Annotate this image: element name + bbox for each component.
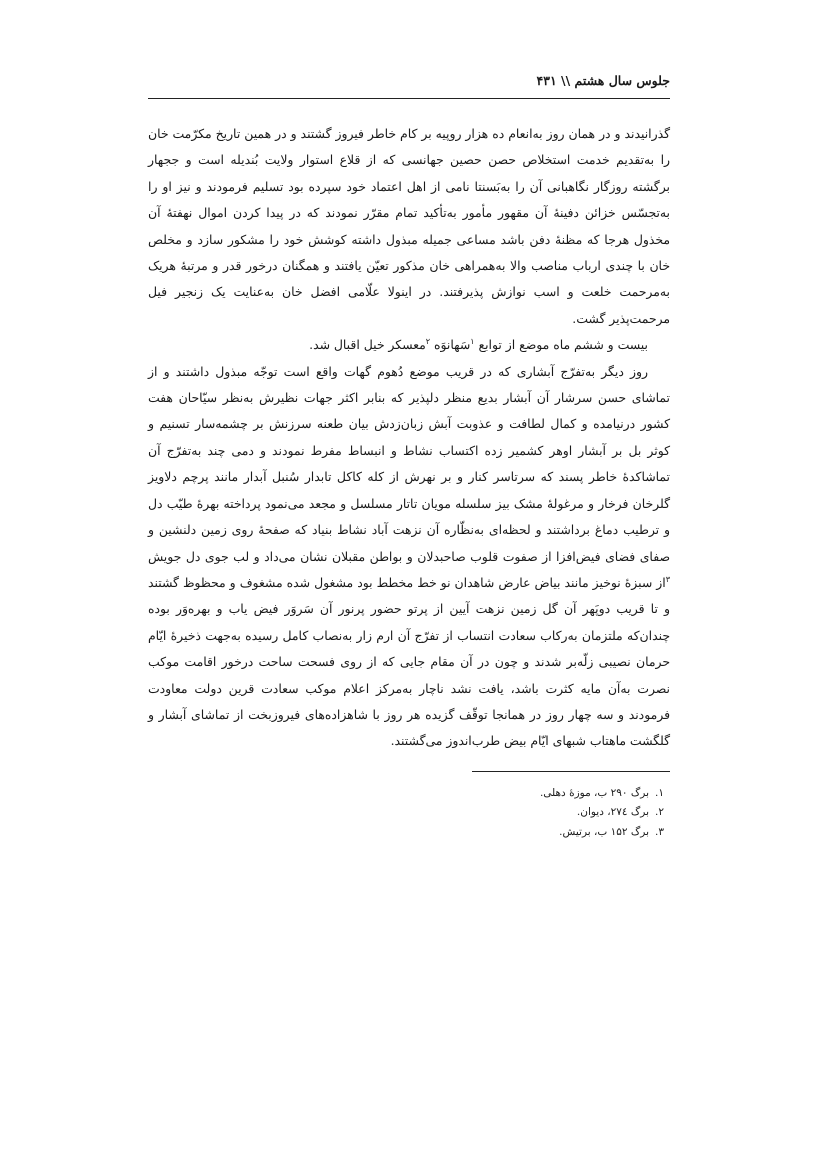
footnote-text: برگ ۲۷٤، دیوان. (576, 806, 650, 819)
footnote-2 (148, 803, 664, 823)
paragraph-3 (148, 359, 670, 755)
paragraph-1: گذرانیدند و در همان روز به‌انعام ده هزار روپیه بر کام خاطر فیروز گشتند و در همین تاریخ مکرّمت خان را به‌تقدیم خدمت استخلاص حصن حصین جهانسی که از قلاع استوار ولایت بُندیله است و ججهار برگشته روزگار نگاهبانی آن را به‌بَسنتا نامی از اهل اعتماد خود سپرده بود تسلیم فرمودند و نیز او را به‌تجسّس خزائن دفینهٔ آن مقهور مأمور به‌تأکید تمام مقرّر نمودند که در پیدا کردن اموال نهفتهٔ آن مخذول هرجا که مظنهٔ دفن باشد مساعی جمیله مبذول داشته کوشش خود را مشکور سازد و مخلص خان با چندی ارباب مناصب والا به‌همراهی خان مذکور تعیّن یافتند و همگنان درخور قدر و مرتبهٔ هریک به‌مرحمت خلعت و اسب نوازش پذیرفتند. در اینولا علّامی افضل خان به‌عنایت یک زنجیر فیل مرحمت‌پذیر گشت. (148, 126, 670, 326)
footnote-ref-1: ۱ (470, 337, 475, 347)
footnote-ref-2: ۲ (425, 337, 431, 347)
page (148, 70, 670, 842)
running-header (148, 70, 670, 99)
footnote-1 (148, 784, 664, 804)
footnote-divider (472, 771, 670, 772)
footnote-text: برگ ۱۵۲ ب، برتیش. (559, 825, 650, 838)
page-title: جلوس سال هشتم \\ ۴۳۱ (536, 73, 670, 88)
footnotes (148, 784, 670, 843)
footnote-number: ۱. (655, 786, 664, 799)
paragraph-3-part-1: روز دیگر به‌تفرّج آبشاری که در قریب موضع دُهوم گهات واقع است توجّه مبذول داشتند و از تماشای حسن سرشار آن آبشار بدیع منظر دلپذیر که بنابر اکثر جهات نظیرش به‌نظر سیّاحان هفت کشور درنیامده و کمال لطافت و عذوبت آبش زبان‌زدش بیان طعنه سرزنش بر چشمه‌سار تسنیم و کوثر بل بر آبشار اوهر کشمیر زده اکتساب نشاط و انبساط مفرط نمودند و دمی چند به‌تفرّج آن تماشاکدهٔ خاطر پسند که سرتاسر کنار و بر نهرش از کله کاکل تابدار سُنبل آبدار مانند پرچم دلاویز گلرخان فرخار و مرغولهٔ مشک بیز سلسله مویان تاتار مسلسل و مجعد می‌نمود پرداخته بهرهٔ طیّب دل و ترطیب دماغ برداشتند و لحظه‌ای به‌نظّاره آن نزهت آباد نشاط بنیاد که صفحهٔ روی زمین دلنشین و صفای فضای فیض‌افزا از صفوت قلوب صاحبدلان و بواطن مقبلان نشان می‌داد و لب جوی دل جویش (148, 363, 670, 564)
footnote-text: برگ ۲۹۰ ب، موزهٔ دهلی. (539, 786, 650, 799)
paragraph-2 (148, 332, 670, 358)
footnote-number: ۲. (655, 806, 664, 819)
paragraph-2-part-1: بیست و ششم ماه موضع از توابع (474, 337, 648, 353)
footnote-ref-3: ۳ (665, 574, 670, 584)
paragraph-2-part-2: سَهانوَه (430, 337, 471, 353)
footnote-number: ۳. (655, 825, 664, 838)
paragraph-2-part-3: معسکر خیل اقبال شد. (309, 337, 426, 353)
paragraph-3-part-2: از سبزهٔ نوخیز مانند بیاض عارض شاهدان نو خط مخطط بود مشغول شده مشغوف و محظوظ گشتند و تا قریب دوپَهر آن گل زمین نزهت آیین از پرتو حضور پرنور آن سَروَر فیض یاب و بهره‌وَر بوده چندان‌که ملتزمان به‌رکاب سعادت انتساب از تفرّج آن ارم زار به‌نصاب کامل رسیده به‌جهت ذخیرهٔ ایّام حرمان نصیبی زلّه‌بر شدند و چون در آن مقام جایی که از روی فسحت ساحت درخور اقامت موکب نصرت به‌آن مایه کثرت باشد، یافت نشد ناچار به‌مرکز اعلام موکب سعادت قرین دولت معاودت فرمودند و سه چهار روز در همانجا توقّف گزیده هر روز با شاهزاده‌های فیروزبخت از تماشای آبشار و گلگشت ماهتاب شبهای ایّام بیض طرب‌اندوز می‌گشتند. (148, 574, 670, 749)
footnote-3 (148, 823, 664, 843)
body-text (148, 121, 670, 755)
